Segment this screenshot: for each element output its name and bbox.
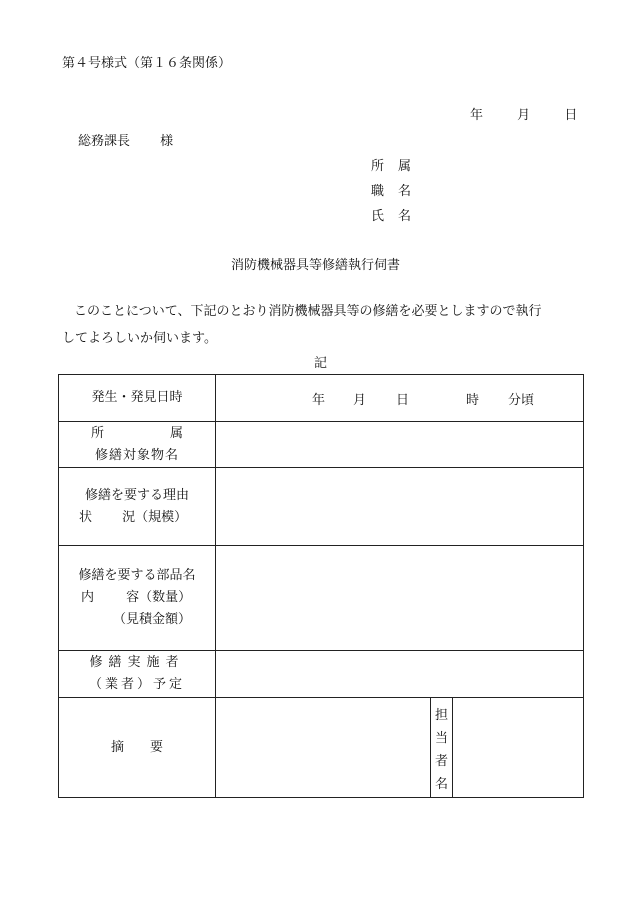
row-target — [59, 422, 584, 468]
applicant-name — [371, 205, 411, 224]
staff-char-4: 名 — [434, 776, 448, 792]
row-contractor — [59, 651, 584, 698]
reason-label — [59, 468, 216, 546]
contractor-label-1: 修繕実施者 — [89, 655, 185, 670]
occ-hour: 時 — [466, 393, 480, 408]
name-char-2: 名 — [397, 209, 411, 224]
staff-label — [431, 698, 453, 798]
date-year: 年 — [470, 108, 484, 123]
reason-value[interactable] — [216, 468, 584, 546]
occurrence-value[interactable] — [216, 375, 584, 422]
staff-value[interactable] — [453, 698, 584, 798]
reason-label-1: 修繕を要する理由 — [84, 487, 189, 503]
addressee — [78, 130, 173, 149]
applicant-position — [371, 180, 411, 199]
ki-mark: 記 — [314, 356, 328, 371]
row-occurrence — [59, 375, 584, 422]
affiliation-char-1: 所 — [371, 159, 385, 174]
staff-char-1: 担 — [434, 707, 448, 723]
occ-minute: 分頃 — [508, 393, 535, 408]
reason-label-2a: 状 — [79, 509, 93, 525]
target-label-2: 修繕対象物名 — [94, 447, 179, 463]
row-reason — [59, 468, 584, 546]
contractor-label — [59, 651, 216, 698]
position-char-2: 名 — [397, 184, 411, 199]
remarks-label: 摘 要 — [59, 698, 216, 798]
staff-char-2: 当 — [434, 730, 448, 746]
target-label-1b: 属 — [169, 425, 183, 441]
target-label-1a: 所 — [91, 425, 105, 441]
document-title: 消防機械器具等修繕執行伺書 — [231, 258, 401, 273]
addressee-name: 総務課長 — [78, 134, 131, 149]
date-month: 月 — [517, 108, 531, 123]
body-line-1: このことについて、下記のとおり消防機械器具等の修繕を必要としますので執行 — [74, 304, 542, 319]
position-char-1: 職 — [371, 184, 385, 199]
contractor-value[interactable] — [216, 651, 584, 698]
form-number: 第４号様式（第１６条関係） — [62, 56, 232, 71]
target-label — [59, 422, 216, 468]
body-line-2: してよろしいか伺います。 — [62, 331, 217, 346]
addressee-honorific: 様 — [160, 134, 174, 149]
parts-label — [59, 546, 216, 651]
occ-day: 日 — [396, 393, 410, 408]
date-day: 日 — [564, 108, 578, 123]
row-remarks — [59, 698, 584, 798]
remarks-value[interactable] — [216, 698, 431, 798]
parts-label-1: 修繕を要する部品名 — [78, 568, 196, 583]
parts-label-2a: 内 — [81, 590, 95, 605]
occ-year: 年 — [312, 393, 326, 408]
row-parts — [59, 546, 584, 651]
staff-char-3: 者 — [434, 753, 448, 769]
repair-form-table — [58, 374, 584, 798]
contractor-label-2: （業者）予定 — [88, 677, 185, 692]
parts-label-2b: 容（数量） — [126, 590, 192, 605]
parts-value[interactable] — [216, 546, 584, 651]
reason-label-2b: 況（規模） — [122, 509, 188, 525]
name-char-1: 氏 — [371, 209, 385, 224]
date-line — [470, 104, 577, 123]
applicant-affiliation — [371, 155, 411, 174]
occurrence-label: 発生・発見日時 — [59, 375, 216, 422]
affiliation-char-2: 属 — [397, 159, 411, 174]
parts-label-3: （見積金額） — [113, 612, 192, 627]
occ-month: 月 — [353, 393, 367, 408]
target-value[interactable] — [216, 422, 584, 468]
